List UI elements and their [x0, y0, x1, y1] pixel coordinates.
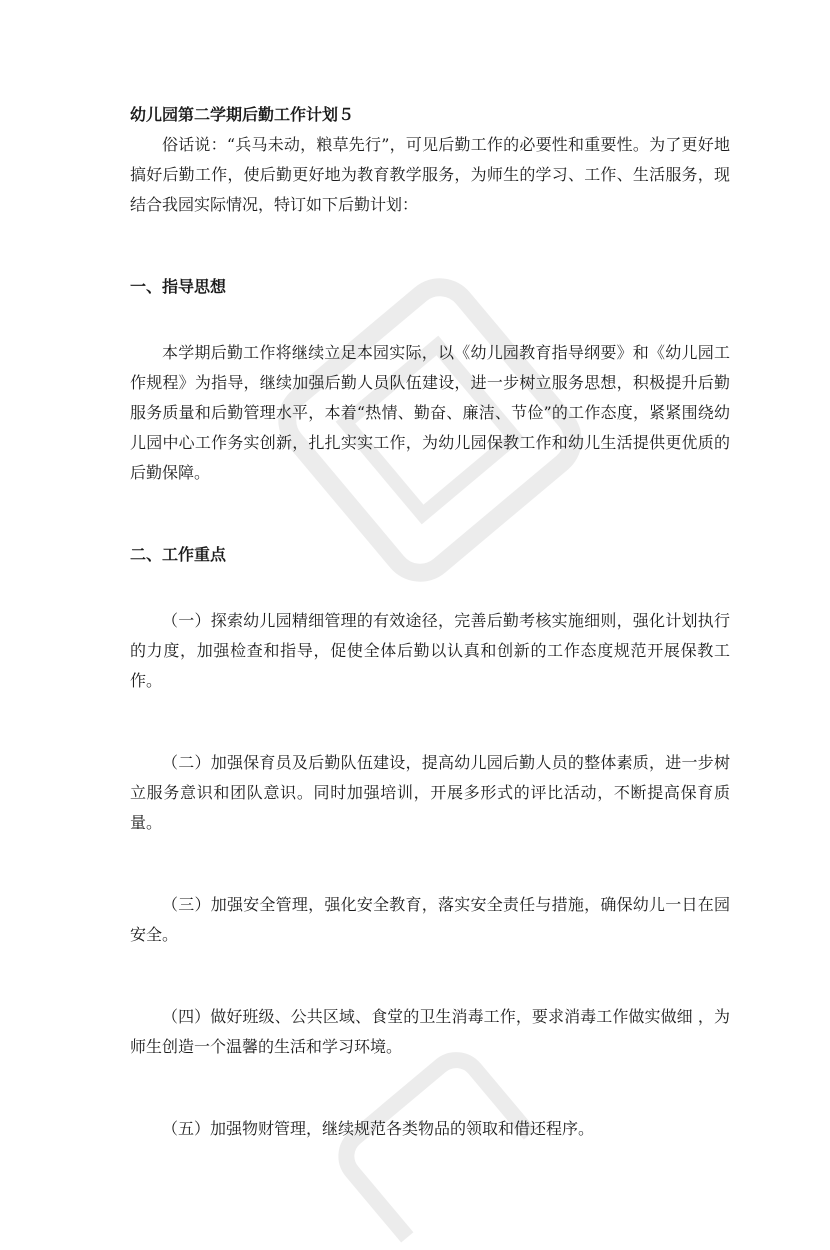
- document-page: [130, 100, 730, 1144]
- work-item-1: （一）探索幼儿园精细管理的有效途径，完善后勤考核实施细则，强化计划执行的力度，加强检查和指导，促使全体后勤以认真和创新的工作态度规范开展保教工作。: [130, 611, 730, 690]
- document-title: 幼儿园第二学期后勤工作计划５: [130, 105, 355, 124]
- work-item-4: （四）做好班级、公共区域、食堂的卫生消毒工作，要求消毒工作做实做细 ，为师生创造一个温馨的生活和学习环境。: [130, 1007, 730, 1056]
- section-heading-work-focus: 二、工作重点: [130, 545, 227, 564]
- section-body-guiding-ideology: 本学期后勤工作将继续立足本园实际，以《幼儿园教育指导纲要》和《幼儿园工作规程》为指导，继续加强后勤人员队伍建设，进一步树立服务思想，积极提升后勤服务质量和后勤管理水平，本着“热情、勤奋、廉洁、节俭”的工作态度，紧紧围绕幼儿园中心工作务实创新，扎扎实实工作，为幼儿园保教工作和幼儿生活提供更优质的后勤保障。: [130, 343, 730, 482]
- intro-paragraph: 俗话说：“兵马未动，粮草先行”，可见后勤工作的必要性和重要性。为了更好地搞好后勤工作，使后勤更好地为教育教学服务，为师生的学习、工作、生活服务，现结合我园实际情况，特订如下后勤计划：: [130, 135, 730, 214]
- section-heading-guiding-ideology: 一、指导思想: [130, 277, 227, 296]
- work-item-2: （二）加强保育员及后勤队伍建设，提高幼儿园后勤人员的整体素质，进一步树立服务意识和团队意识。同时加强培训，开展多形式的评比活动，不断提高保育质量。: [130, 753, 730, 832]
- work-item-5: （五）加强物财管理，继续规范各类物品的领取和借还程序。: [162, 1119, 595, 1138]
- work-item-3: （三）加强安全管理，强化安全教育，落实安全责任与措施，确保幼儿一日在园安全。: [130, 895, 730, 944]
